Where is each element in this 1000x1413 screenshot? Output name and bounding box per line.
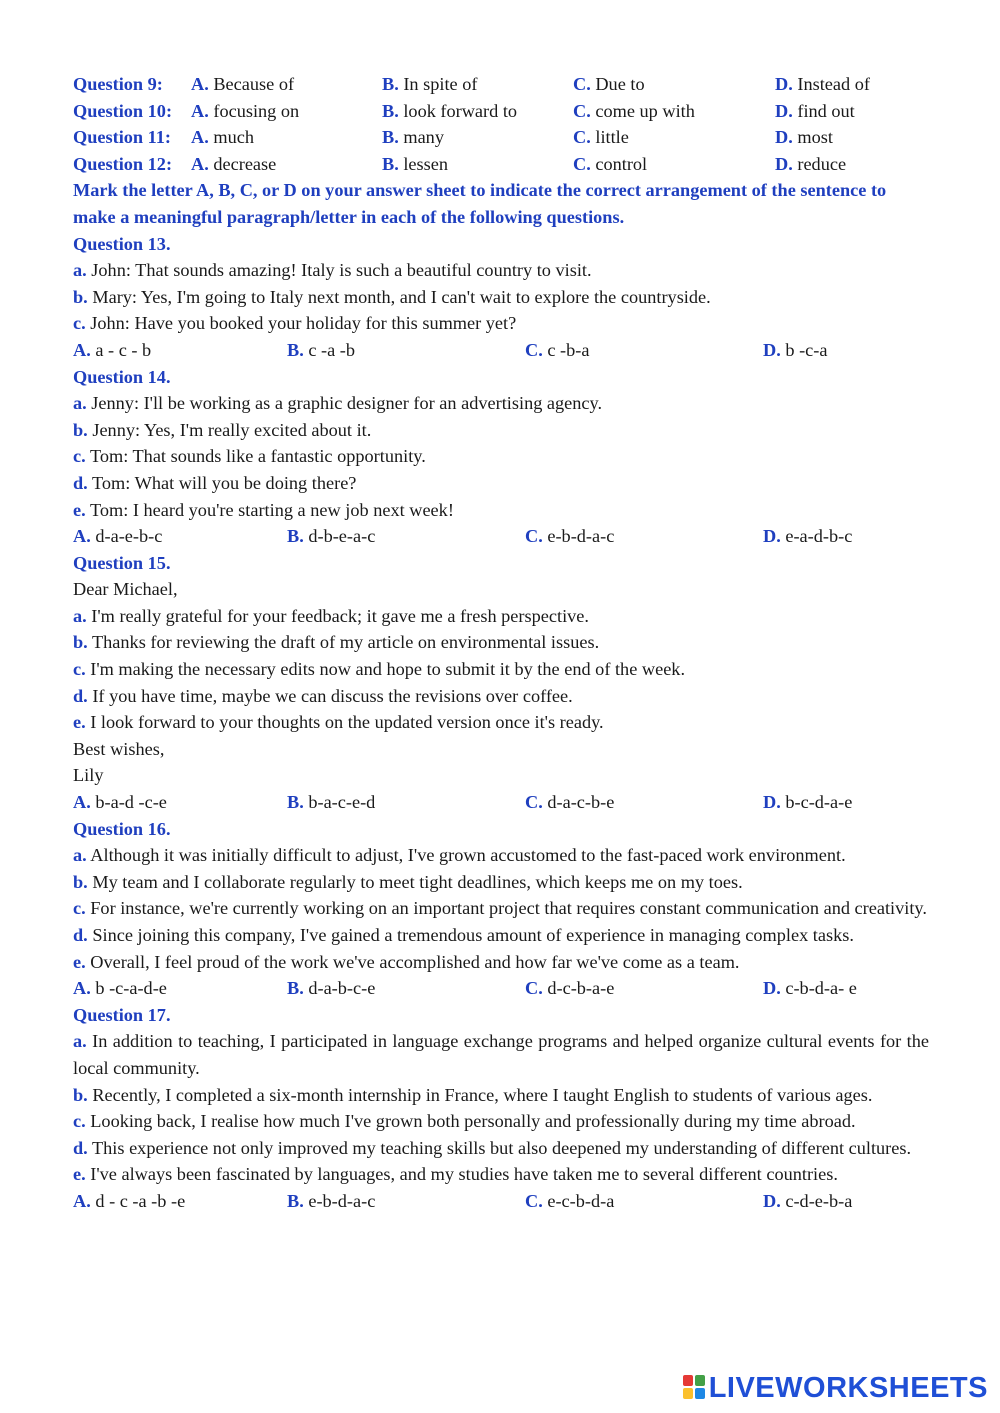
item-text: Thanks for reviewing the draft of my article on environmental issues.: [92, 632, 600, 653]
item-text: Overall, I feel proud of the work we've accomplished and how far we've come as a team.: [90, 951, 740, 972]
item-letter: a.: [73, 393, 87, 414]
q16-options: [73, 975, 929, 1002]
q13-item-a: [73, 257, 929, 284]
option-letter: D.: [763, 1190, 781, 1211]
option-d: c-d-e-b-a: [785, 1190, 853, 1211]
item-text: Looking back, I realise how much I've grown both personally and professionally during my time abroad.: [90, 1111, 856, 1132]
question-11-row: [73, 124, 929, 151]
item-letter: b.: [73, 632, 88, 653]
option-b: many: [403, 127, 444, 148]
item-letter: a.: [73, 1031, 87, 1052]
option-b: lessen: [403, 153, 449, 174]
q14-item-b: [73, 417, 929, 444]
item-text: Tom: I heard you're starting a new job next week!: [89, 499, 454, 520]
option-letter: D.: [763, 339, 781, 360]
option-letter: D.: [763, 978, 781, 999]
q16-item-d: [73, 922, 929, 949]
question-13-title: Question 13.: [73, 233, 171, 254]
option-b: d-a-b-c-e: [308, 978, 376, 999]
item-text: Although it was initially difficult to adjust, I've grown accustomed to the fast-paced work environment.: [90, 845, 846, 866]
question-10-row: [73, 98, 929, 125]
q14-item-e: [73, 497, 929, 524]
option-d: reduce: [797, 153, 847, 174]
q16-item-c: [73, 895, 929, 922]
option-c: d-a-c-b-e: [547, 792, 615, 813]
item-letter: a.: [73, 605, 87, 626]
option-letter: C.: [525, 792, 543, 813]
item-text: I've always been fascinated by languages, and my studies have taken me to several different countries.: [90, 1164, 838, 1185]
option-c: control: [595, 153, 648, 174]
q17-item-a: [73, 1028, 929, 1081]
item-letter: b.: [73, 1084, 88, 1105]
item-text: This experience not only improved my teaching skills but also deepened my understanding of different cultures.: [92, 1137, 912, 1158]
option-letter: B.: [287, 339, 304, 360]
item-text: If you have time, maybe we can discuss the revisions over coffee.: [92, 685, 573, 706]
q14-options: [73, 523, 929, 550]
q15-item-e: [73, 709, 929, 736]
vocab-questions: [73, 71, 929, 177]
question-16-title: Question 16.: [73, 818, 171, 839]
question-15-title: Question 15.: [73, 552, 171, 573]
item-letter: c.: [73, 446, 86, 467]
option-letter: B.: [382, 74, 399, 94]
option-b: In spite of: [403, 74, 478, 94]
option-a: much: [213, 127, 254, 148]
option-letter: C.: [573, 153, 591, 174]
question-9-row: [73, 71, 929, 98]
q17-item-e: [73, 1161, 929, 1188]
option-letter: D.: [763, 526, 781, 547]
question-14-title: Question 14.: [73, 366, 171, 387]
question-number: Question 10:: [73, 100, 173, 121]
item-letter: e.: [73, 499, 86, 520]
brand-name: LIVEWORKSHEETS: [708, 1371, 988, 1404]
option-letter: C.: [573, 127, 591, 148]
option-a: b-a-d -c-e: [95, 792, 167, 813]
option-letter: B.: [382, 100, 399, 121]
q14-item-c: [73, 443, 929, 470]
option-b: e-b-d-a-c: [308, 1190, 376, 1211]
option-b: look forward to: [403, 100, 518, 121]
option-letter: B.: [287, 792, 304, 813]
q14-item-d: [73, 470, 929, 497]
option-letter: A.: [191, 127, 209, 148]
option-letter: A.: [191, 153, 209, 174]
letter-closing: Best wishes,: [73, 738, 165, 759]
option-letter: C.: [525, 1190, 543, 1211]
option-letter: D.: [775, 127, 793, 148]
q14-item-a: [73, 390, 929, 417]
item-letter: b.: [73, 286, 88, 307]
option-letter: C.: [525, 978, 543, 999]
item-text: I look forward to your thoughts on the updated version once it's ready.: [90, 712, 604, 733]
option-letter: D.: [775, 100, 793, 121]
option-a: d - c -a -b -e: [95, 1190, 186, 1211]
q17-item-b: [73, 1082, 929, 1109]
q15-item-a: [73, 603, 929, 630]
option-letter: C.: [525, 339, 543, 360]
item-text: Recently, I completed a six-month internship in France, where I taught English to students of various ages.: [92, 1084, 873, 1105]
item-letter: d.: [73, 685, 88, 706]
option-letter: B.: [287, 978, 304, 999]
option-d: e-a-d-b-c: [785, 526, 853, 547]
q16-item-b: [73, 869, 929, 896]
option-a: focusing on: [213, 100, 300, 121]
q15-item-c: [73, 656, 929, 683]
option-b: c -a -b: [308, 339, 356, 360]
item-text: I'm really grateful for your feedback; it gave me a fresh perspective.: [91, 605, 589, 626]
item-letter: c.: [73, 898, 86, 919]
option-c: little: [595, 127, 629, 148]
option-letter: A.: [73, 978, 91, 999]
q16-item-a: [73, 842, 929, 869]
item-text: In addition to teaching, I participated in language exchange programs and helped organize cultural events for the local community.: [73, 1031, 929, 1078]
option-a: a - c - b: [95, 339, 152, 360]
item-letter: c.: [73, 313, 86, 334]
item-letter: a.: [73, 845, 87, 866]
q15-item-d: [73, 683, 929, 710]
item-letter: e.: [73, 1164, 86, 1185]
item-letter: d.: [73, 925, 88, 945]
question-number: Question 11:: [73, 127, 172, 148]
q17-item-d: [73, 1135, 929, 1162]
q17-item-c: [73, 1108, 929, 1135]
option-a: decrease: [213, 153, 277, 174]
item-text: Jenny: Yes, I'm really excited about it.: [92, 419, 372, 440]
liveworksheets-mark-icon: [683, 1375, 705, 1401]
option-letter: C.: [573, 100, 591, 121]
option-letter: A.: [73, 526, 91, 547]
item-text: Since joining this company, I've gained a tremendous amount of experience in managing complex tasks.: [92, 925, 854, 945]
section-instruction: Mark the letter A, B, C, or D on your answer sheet to indicate the correct arrangement of the sentence to make a meaningful paragraph/letter in each of the following questions.: [73, 180, 887, 227]
q15-options: [73, 789, 929, 816]
question-17-title: Question 17.: [73, 1004, 171, 1025]
question-12-row: [73, 151, 929, 178]
q15-item-b: [73, 629, 929, 656]
item-text: Jenny: I'll be working as a graphic designer for an advertising agency.: [91, 393, 603, 414]
item-letter: c.: [73, 1111, 86, 1132]
liveworksheets-logo[interactable]: [683, 1372, 988, 1404]
option-letter: A.: [73, 339, 91, 360]
item-letter: d.: [73, 472, 88, 493]
item-text: Mary: Yes, I'm going to Italy next month, and I can't wait to explore the countryside.: [92, 286, 711, 307]
item-text: I'm making the necessary edits now and hope to submit it by the end of the week.: [90, 659, 686, 680]
option-letter: C.: [573, 74, 591, 94]
question-number: Question 9:: [73, 74, 163, 94]
option-letter: B.: [382, 153, 399, 174]
option-c: Due to: [595, 74, 645, 94]
item-letter: e.: [73, 951, 86, 972]
option-letter: D.: [775, 74, 793, 94]
option-d: b -c-a: [785, 339, 828, 360]
item-letter: b.: [73, 419, 88, 440]
option-letter: B.: [382, 127, 399, 148]
letter-signature: Lily: [73, 765, 104, 786]
item-text: Tom: That sounds like a fantastic opportunity.: [89, 446, 426, 467]
option-letter: B.: [287, 526, 304, 547]
option-c: d-c-b-a-e: [547, 978, 615, 999]
option-d: find out: [797, 100, 855, 121]
option-d: most: [797, 127, 833, 148]
option-letter: C.: [525, 526, 543, 547]
question-number: Question 12:: [73, 153, 173, 174]
option-c: come up with: [595, 100, 695, 121]
option-letter: D.: [775, 153, 793, 174]
option-b: b-a-c-e-d: [308, 792, 376, 813]
option-d: b-c-d-a-e: [785, 792, 853, 813]
item-letter: d.: [73, 1137, 88, 1158]
option-a: d-a-e-b-c: [95, 526, 163, 547]
q16-item-e: [73, 949, 929, 976]
option-letter: B.: [287, 1190, 304, 1211]
item-letter: a.: [73, 260, 87, 281]
q13-item-c: [73, 310, 929, 337]
q13-options: [73, 337, 929, 364]
q13-item-b: [73, 284, 929, 311]
worksheet-page: [73, 71, 929, 1215]
option-b: d-b-e-a-c: [308, 526, 376, 547]
option-c: c -b-a: [547, 339, 590, 360]
option-a: b -c-a-d-e: [95, 978, 167, 999]
letter-greeting: Dear Michael,: [73, 579, 178, 600]
item-text: For instance, we're currently working on an important project that requires constant communication and creativity.: [90, 898, 927, 919]
option-d: c-b-d-a- e: [785, 978, 857, 999]
item-letter: c.: [73, 659, 86, 680]
item-text: Tom: What will you be doing there?: [92, 472, 357, 493]
option-letter: A.: [191, 74, 209, 94]
item-text: John: That sounds amazing! Italy is such a beautiful country to visit.: [91, 260, 592, 281]
option-c: e-c-b-d-a: [547, 1190, 615, 1211]
option-a: Because of: [213, 74, 295, 94]
q17-options: [73, 1188, 929, 1215]
item-text: John: Have you booked your holiday for this summer yet?: [90, 313, 517, 334]
item-letter: b.: [73, 871, 88, 892]
option-letter: D.: [763, 792, 781, 813]
item-letter: e.: [73, 712, 86, 733]
option-letter: A.: [191, 100, 209, 121]
item-text: My team and I collaborate regularly to meet tight deadlines, which keeps me on my toes.: [92, 871, 743, 892]
option-c: e-b-d-a-c: [547, 526, 615, 547]
option-letter: A.: [73, 792, 91, 813]
option-letter: A.: [73, 1190, 91, 1211]
option-d: Instead of: [797, 74, 870, 94]
